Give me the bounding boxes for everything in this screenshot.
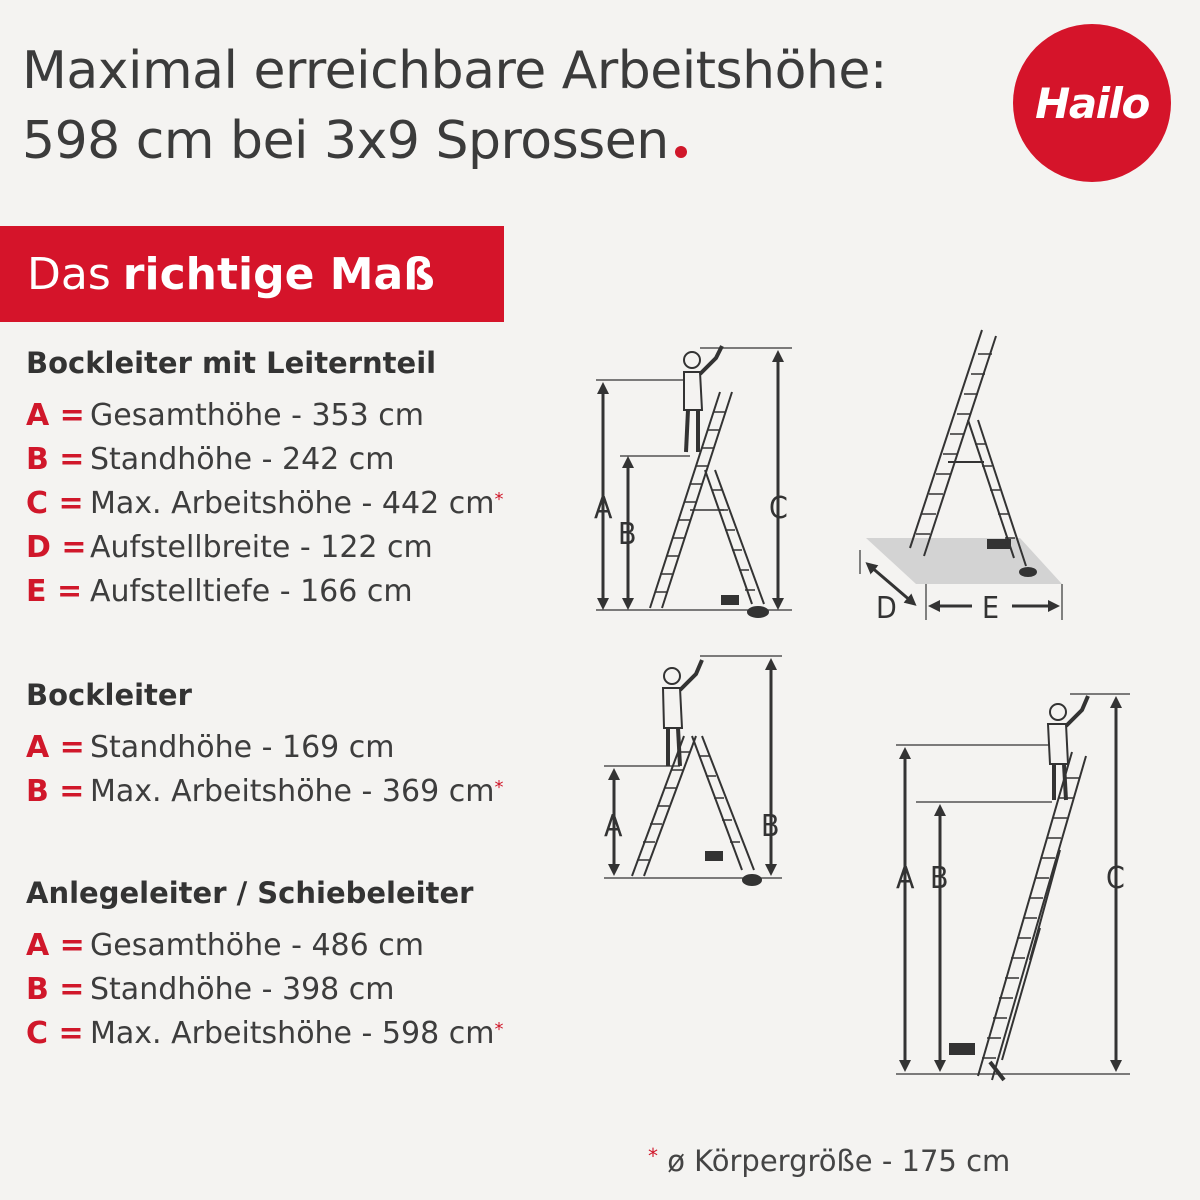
measure-text: Aufstelltiefe - 166 cm (90, 574, 413, 609)
section-title: Bockleiter (26, 678, 192, 712)
diagram-anlegeleiter (896, 694, 1130, 1080)
dim-label-c: C (769, 491, 788, 526)
dim-label-b: B (930, 861, 949, 896)
headline-line-2: 598 cm bei 3x9 Sprossen (22, 106, 887, 176)
dim-label-a: A (896, 861, 915, 896)
measure-letter: A = (26, 730, 85, 765)
banner-light-text: Das (27, 248, 111, 300)
dim-label-b: B (761, 809, 780, 844)
measure-letter: E = (26, 574, 83, 609)
measure-text: Standhöhe - 242 cm (90, 442, 395, 477)
measure-text: Standhöhe - 398 cm (90, 972, 395, 1007)
measure-letter: A = (26, 398, 85, 433)
banner-bold-text: richtige Maß (122, 248, 435, 300)
measure-text: Standhöhe - 169 cm (90, 730, 395, 765)
headline-line-1: Maximal erreichbare Arbeitshöhe: (22, 41, 887, 101)
asterisk: * (494, 777, 504, 798)
measure-letter: B = (26, 972, 85, 1007)
measure-text: Aufstellbreite - 122 cm (90, 530, 433, 565)
section-title: Bockleiter mit Leiternteil (26, 346, 437, 380)
measure-text: Gesamthöhe - 486 cm (90, 928, 424, 963)
diagram-footprint (860, 330, 1062, 626)
footnote (648, 1144, 1010, 1178)
dim-label-d: D (876, 591, 897, 626)
asterisk: * (494, 1019, 504, 1040)
footnote-asterisk: * (648, 1144, 658, 1168)
dim-label-e: E (982, 591, 1000, 626)
diagram-bockleiter-leiternteil (594, 346, 792, 617)
logo-text: Hailo (1035, 78, 1149, 128)
dim-label-a: A (604, 809, 623, 844)
section-title: Anlegeleiter / Schiebeleiter (26, 876, 474, 910)
footnote-text: ø Körpergröße - 175 cm (667, 1144, 1011, 1178)
measure-text: Max. Arbeitshöhe - 369 cm (90, 774, 495, 809)
measure-letter: D = (26, 530, 87, 565)
dim-label-c: C (1106, 861, 1125, 896)
dim-label-a: A (594, 491, 613, 526)
measure-text: Max. Arbeitshöhe - 598 cm (90, 1016, 495, 1051)
measure-letter: C = (26, 1016, 84, 1051)
measure-text: Gesamthöhe - 353 cm (90, 398, 424, 433)
measure-letter: C = (26, 486, 84, 521)
asterisk: * (494, 489, 504, 510)
measure-letter: A = (26, 928, 85, 963)
measure-letter: B = (26, 442, 85, 477)
diagram-bockleiter (604, 656, 782, 885)
measure-text: Max. Arbeitshöhe - 442 cm (90, 486, 495, 521)
measure-letter: B = (26, 774, 85, 809)
dim-label-b: B (618, 517, 637, 552)
